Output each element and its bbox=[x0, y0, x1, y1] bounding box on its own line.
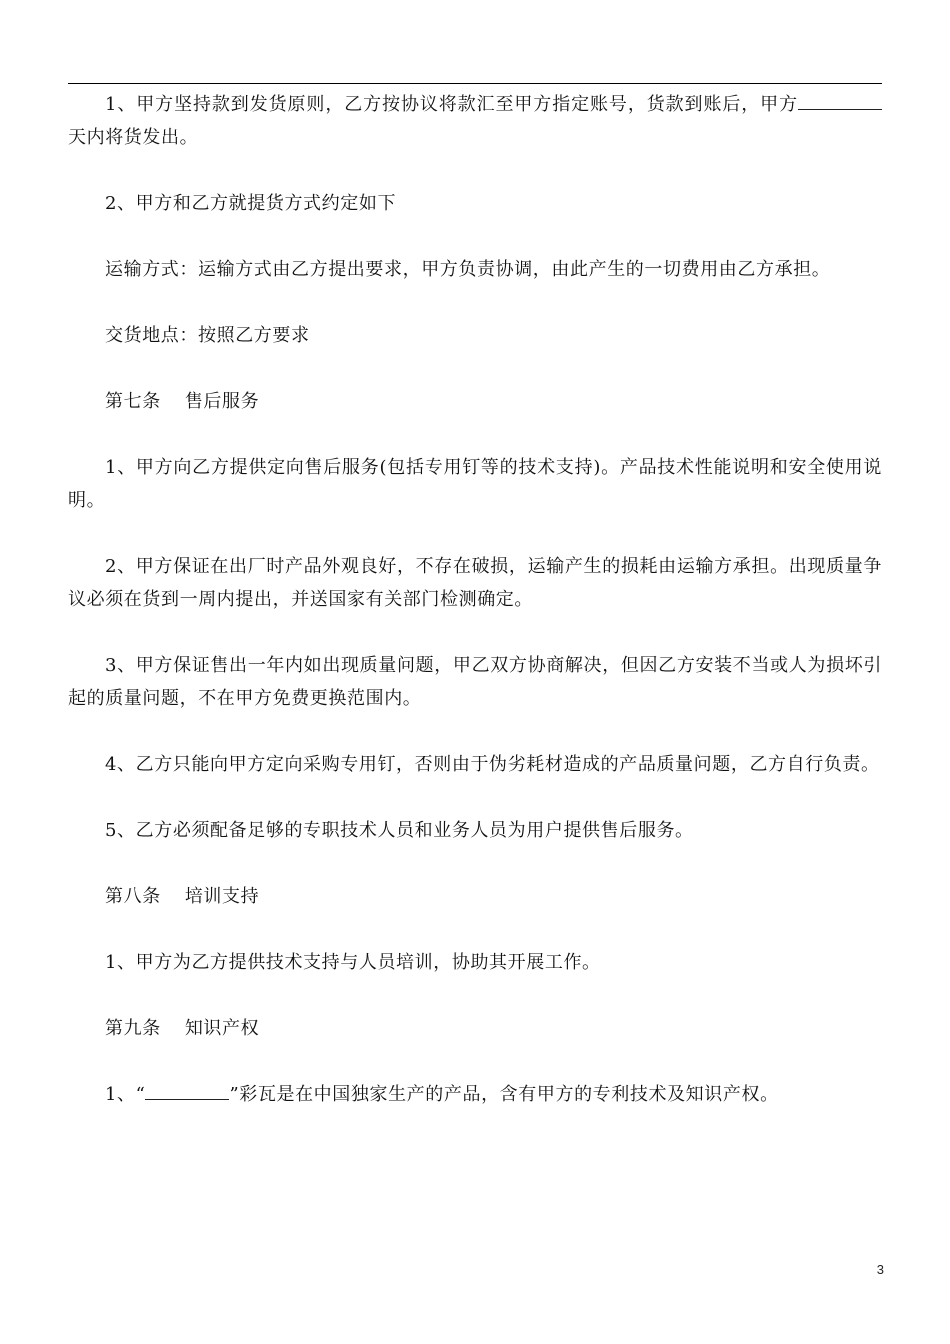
clause-text: ”彩瓦是在中国独家生产的产品，含有甲方的专利技术及知识产权。 bbox=[229, 1084, 779, 1105]
product-name-blank-field bbox=[145, 1081, 229, 1100]
clause-intellectual-property bbox=[68, 1078, 882, 1111]
clause-delivery-location: 交货地点：按照乙方要求 bbox=[105, 325, 310, 346]
article-number: 第七条 bbox=[105, 391, 161, 412]
header-rule bbox=[68, 83, 882, 84]
clause-staffing: 5、乙方必须配备足够的专职技术人员和业务人员为用户提供售后服务。 bbox=[105, 820, 694, 841]
article-heading-9 bbox=[68, 1012, 882, 1045]
article-title: 培训支持 bbox=[184, 886, 260, 907]
clause-nail-procurement: 4、乙方只能向甲方定向采购专用钉，否则由于伪劣耗材造成的产品质量问题，乙方自行负责。 bbox=[105, 754, 880, 775]
article-heading-8 bbox=[68, 880, 882, 913]
clause-pickup-method: 2、甲方和乙方就提货方式约定如下 bbox=[105, 193, 397, 214]
clause-text: 1、甲方坚持款到发货原则，乙方按协议将款汇至甲方指定账号，货款到账后，甲方 bbox=[105, 94, 798, 115]
clause-delivery-timing bbox=[68, 88, 882, 154]
days-blank-field bbox=[798, 91, 882, 110]
article-heading-7 bbox=[68, 385, 882, 418]
clause-text: 天内将货发出。 bbox=[68, 127, 199, 148]
clause-after-sales-service: 1、甲方向乙方提供定向售后服务(包括专用钉等的技术支持)。产品技术性能说明和安全使用说明。 bbox=[68, 457, 882, 511]
article-number: 第九条 bbox=[105, 1018, 161, 1039]
article-title: 知识产权 bbox=[184, 1018, 260, 1039]
page-number: 3 bbox=[876, 1262, 884, 1277]
article-number: 第八条 bbox=[105, 886, 161, 907]
article-title: 售后服务 bbox=[184, 391, 260, 412]
document-body bbox=[68, 88, 882, 1144]
clause-text: 1、“ bbox=[105, 1084, 146, 1105]
clause-transport-method: 运输方式：运输方式由乙方提出要求，甲方负责协调，由此产生的一切费用由乙方承担。 bbox=[105, 259, 831, 280]
clause-training: 1、甲方为乙方提供技术支持与人员培训，协助其开展工作。 bbox=[105, 952, 601, 973]
clause-product-condition: 2、甲方保证在出厂时产品外观良好，不存在破损，运输产生的损耗由运输方承担。出现质量争议必须在货到一周内提出，并送国家有关部门检测确定。 bbox=[68, 556, 882, 610]
clause-quality-warranty: 3、甲方保证售出一年内如出现质量问题，甲乙双方协商解决，但因乙方安装不当或人为损坏引起的质量问题，不在甲方免费更换范围内。 bbox=[68, 655, 882, 709]
